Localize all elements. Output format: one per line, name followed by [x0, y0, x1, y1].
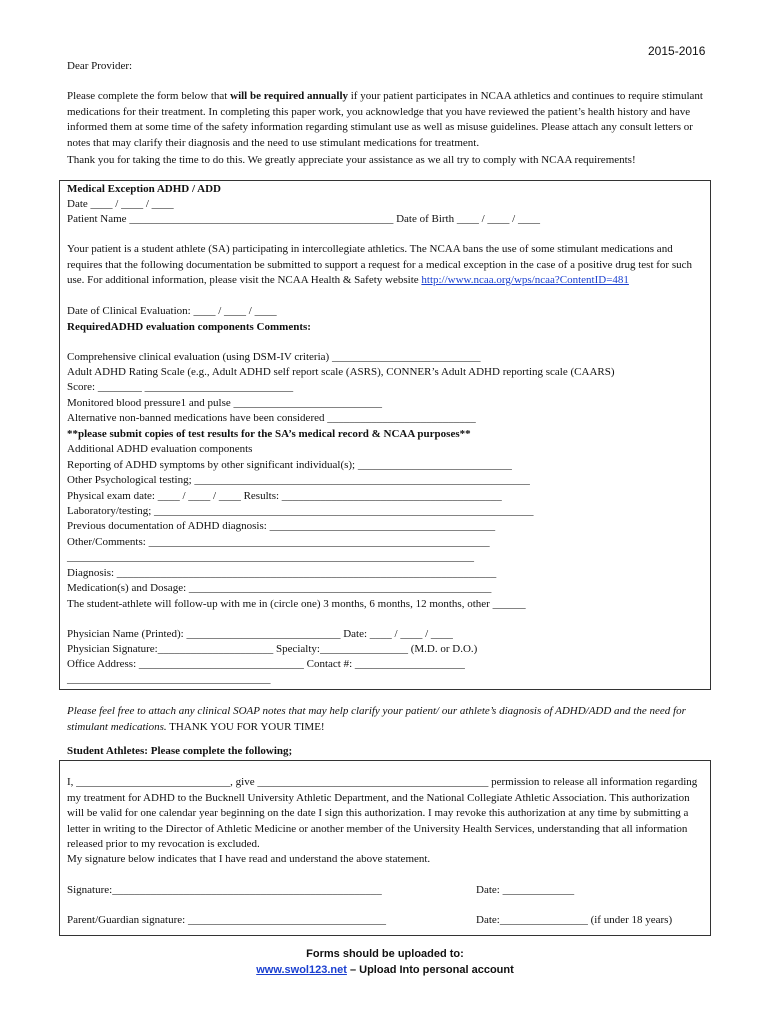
signature-field[interactable]: Signature:_________________________________________________ [67, 884, 382, 896]
greeting: Dear Provider: [67, 60, 133, 72]
form-line[interactable]: Alternative non-banned medications have been considered ___________________________ [67, 412, 476, 424]
parent-signature-field[interactable]: Parent/Guardian signature: ____________________________________ [67, 914, 386, 926]
submit-note: **please submit copies of test results for the SA’s medical record & NCAA purposes** [67, 428, 471, 440]
form-year: 2015-2016 [648, 44, 706, 58]
form-date-line[interactable]: Date ____ / ____ / ____ [67, 198, 174, 210]
additional-line[interactable]: Other/Comments: ______________________________________________________________ [67, 536, 490, 548]
thanks-paragraph: Thank you for taking the time to do this. We greatly appreciate your assistance as we all try to comply with NCAA requirements! [67, 154, 636, 166]
form-line: Adult ADHD Rating Scale (e.g., Adult ADHD self report scale (ASRS), CONNER’s Adult ADHD reporting scale (CAARS) [67, 366, 615, 378]
additional-line[interactable]: Reporting of ADHD symptoms by other significant individual(s); ____________________________ [67, 459, 512, 471]
footer-rest: – Upload Into personal account [346, 964, 514, 976]
form-title: Medical Exception ADHD / ADD [67, 183, 221, 195]
upload-link[interactable]: www.swol123.net [256, 964, 347, 976]
ncaa-link[interactable]: http://www.ncaa.org/wps/ncaa?ContentID=481 [421, 274, 629, 286]
components-heading: RequiredADHD evaluation components Comments: [67, 321, 311, 333]
additional-line[interactable]: Medication(s) and Dosage: _______________________________________________________ [67, 582, 492, 594]
release-paragraph: I, ____________________________, give __________________________________________ permission to release all information regarding my treatment for ADHD to the Bucknell University Athletic Department, and the National Collegiate Athletic Association. This authorization will be valid for one calendar year beginning on the date I sign this authorization. I may revoke this authorization at any time by submitting a letter in writing to the Director of Athletic Medicine or another member of the University Health Services, understanding that all information released prior to my revocation is excluded. [67, 776, 698, 850]
signature-date-field[interactable]: Date: _____________ [476, 884, 575, 896]
soap-note-italic: Please feel free to attach any clinical SOAP notes that may help clarify your patient/ our athlete’s diagnosis of ADHD/ADD and the need for stimulant medications. [67, 705, 686, 733]
form-line[interactable]: Score: ________ ___________________________ [67, 381, 294, 393]
physician-line[interactable]: Physician Signature:_____________________ Specialty:________________ (M.D. or D.O.) [67, 643, 478, 655]
sa-paragraph [67, 242, 697, 289]
additional-line: Additional ADHD evaluation components [67, 443, 253, 455]
evaluation-date-line[interactable]: Date of Clinical Evaluation: ____ / ____ / ____ [67, 305, 277, 317]
student-heading: Student Athletes: Please complete the following; [67, 745, 293, 757]
additional-line[interactable]: Laboratory/testing; _____________________________________________________________________ [67, 505, 534, 517]
additional-line[interactable]: __________________________________________________________________________ [67, 551, 474, 563]
additional-line[interactable]: Diagnosis: _____________________________________________________________________ [67, 567, 497, 579]
acknowledgement: My signature below indicates that I have read and understand the above statement. [67, 853, 431, 865]
intro-pre: Please complete the form below that [67, 90, 231, 102]
physician-line[interactable]: Office Address: ______________________________ Contact #: ____________________ [67, 658, 465, 670]
intro-bold: will be required annually [230, 90, 348, 102]
intro-post: if your patient participates in NCAA athletics and continues to require stimulant medications for their treatment. In completing this paper work, you acknowledge that you have reviewed the patient’s health history and have informed them at some time of the safety information regarding stimulant use as well as misuse guidelines. Please attach any consult letters or notes that may clarify their diagnosis and the need to use stimulant medications for treatment. [67, 90, 703, 149]
additional-line[interactable]: The student-athlete will follow-up with me in (circle one) 3 months, 6 months, 12 months, other ______ [67, 598, 526, 610]
soap-note [67, 704, 707, 735]
soap-note-plain: THANK YOU FOR YOUR TIME! [166, 720, 325, 733]
additional-line[interactable]: Other Psychological testing; _____________________________________________________________ [67, 474, 530, 486]
form-line[interactable]: Comprehensive clinical evaluation (using DSM-IV criteria) ___________________________ [67, 351, 481, 363]
physician-line[interactable]: Physician Name (Printed): ____________________________ Date: ____ / ____ / ____ [67, 628, 453, 640]
additional-line[interactable]: Previous documentation of ADHD diagnosis: _________________________________________ [67, 520, 496, 532]
additional-line[interactable]: Physical exam date: ____ / ____ / ____ Results: ________________________________________ [67, 490, 502, 502]
footer-line2 [0, 964, 770, 976]
physician-line[interactable]: _____________________________________ [67, 673, 271, 685]
footer-line1: Forms should be uploaded to: [306, 948, 464, 960]
intro-paragraph [67, 89, 707, 151]
sa-text: Your patient is a student athlete (SA) participating in intercollegiate athletics. The NCAA bans the use of some stimulant medications and requires that the following documentation be submitted to support a request for a medical exception in the case of a positive drug test for such use. For additional information, please visit the NCAA Health & Safety website [67, 243, 692, 286]
patient-name-line[interactable]: Patient Name ________________________________________________ Date of Birth ____ / ____ / ____ [67, 213, 540, 225]
form-line[interactable]: Monitored blood pressure1 and pulse ___________________________ [67, 397, 382, 409]
parent-date-field[interactable]: Date:________________ (if under 18 years) [476, 914, 673, 926]
